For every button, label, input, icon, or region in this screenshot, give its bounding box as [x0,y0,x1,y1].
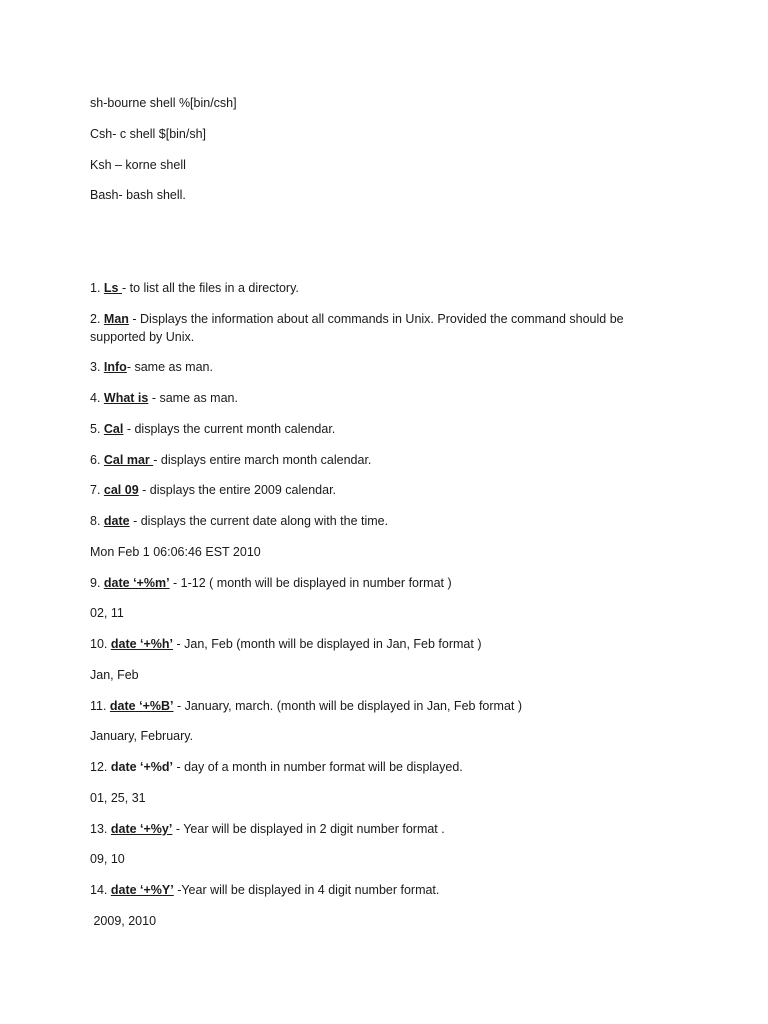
command-item-9 [90,575,452,591]
command-description: - same as man. [148,391,238,405]
command-description: - Displays the information about all commands in Unix. Provided the command should be supported by Unix. [90,312,624,344]
command-description: - day of a month in number format will be displayed. [173,760,463,774]
command-name: Ls [103,281,122,295]
command-name: What is [103,391,149,405]
command-description: - January, march. (month will be displayed in Jan, Feb format ) [173,699,523,713]
command-name: date ‘+%d’ [110,760,174,774]
example-year-4digit: 2009, 2010 [90,914,157,928]
item-number: 5. [90,422,104,436]
command-name: Info [103,360,127,374]
command-name: Man [103,312,129,326]
example-month-full: January, February. [90,729,194,743]
command-description: - 1-12 ( month will be displayed in number format ) [169,576,452,590]
command-item-12 [90,759,463,775]
item-number: 13. [90,822,111,836]
command-description: - to list all the files in a directory. [121,281,299,295]
item-number: 9. [90,576,104,590]
command-name: date ‘+%Y’ [110,883,174,897]
command-item-2 [90,310,650,346]
item-number: 7. [90,483,104,497]
command-description: - displays the current date along with the time. [129,514,389,528]
command-item-7 [90,482,336,498]
example-date-output: Mon Feb 1 06:06:46 EST 2010 [90,545,261,559]
shell-line-ksh: Ksh – korne shell [90,158,186,172]
command-name: date ‘+%m’ [103,576,170,590]
example-year-2digit: 09, 10 [90,852,125,866]
command-description: -Year will be displayed in 4 digit number format. [173,883,440,897]
command-name: date ‘+%h’ [110,637,174,651]
command-item-13 [90,821,445,837]
command-description: - Year will be displayed in 2 digit number format . [172,822,445,836]
item-number: 12. [90,760,111,774]
item-number: 11. [90,699,110,713]
command-description: - same as man. [126,360,213,374]
command-name: date [103,514,130,528]
command-description: - displays entire march month calendar. [153,453,372,467]
command-name: Cal mar [103,453,154,467]
example-day: 01, 25, 31 [90,791,146,805]
command-item-6 [90,452,371,468]
shell-line-sh: sh-bourne shell %[bin/csh] [90,96,237,110]
item-number: 1. [90,281,104,295]
command-name: date ‘+%y’ [110,822,173,836]
item-number: 4. [90,391,104,405]
example-month-number: 02, 11 [90,606,124,620]
command-name: date ‘+%B’ [109,699,174,713]
command-item-10 [90,636,482,652]
item-number: 10. [90,637,111,651]
command-item-11 [90,698,522,714]
command-item-1 [90,280,299,296]
command-item-4 [90,390,238,406]
item-number: 8. [90,514,104,528]
item-number: 3. [90,360,104,374]
command-name: Cal [103,422,124,436]
command-description: - Jan, Feb (month will be displayed in Jan, Feb format ) [173,637,482,651]
command-item-5 [90,421,335,437]
shell-line-csh: Csh- c shell $[bin/sh] [90,127,207,141]
command-item-8 [90,513,388,529]
item-number: 14. [90,883,111,897]
shell-line-bash: Bash- bash shell. [90,188,186,202]
command-description: - displays the entire 2009 calendar. [138,483,337,497]
item-number: 2. [90,312,104,326]
command-description: - displays the current month calendar. [123,422,336,436]
command-name: cal 09 [103,483,139,497]
item-number: 6. [90,453,104,467]
command-item-14 [90,882,439,898]
command-item-3 [90,359,213,375]
example-month-abbr: Jan, Feb [90,668,139,682]
